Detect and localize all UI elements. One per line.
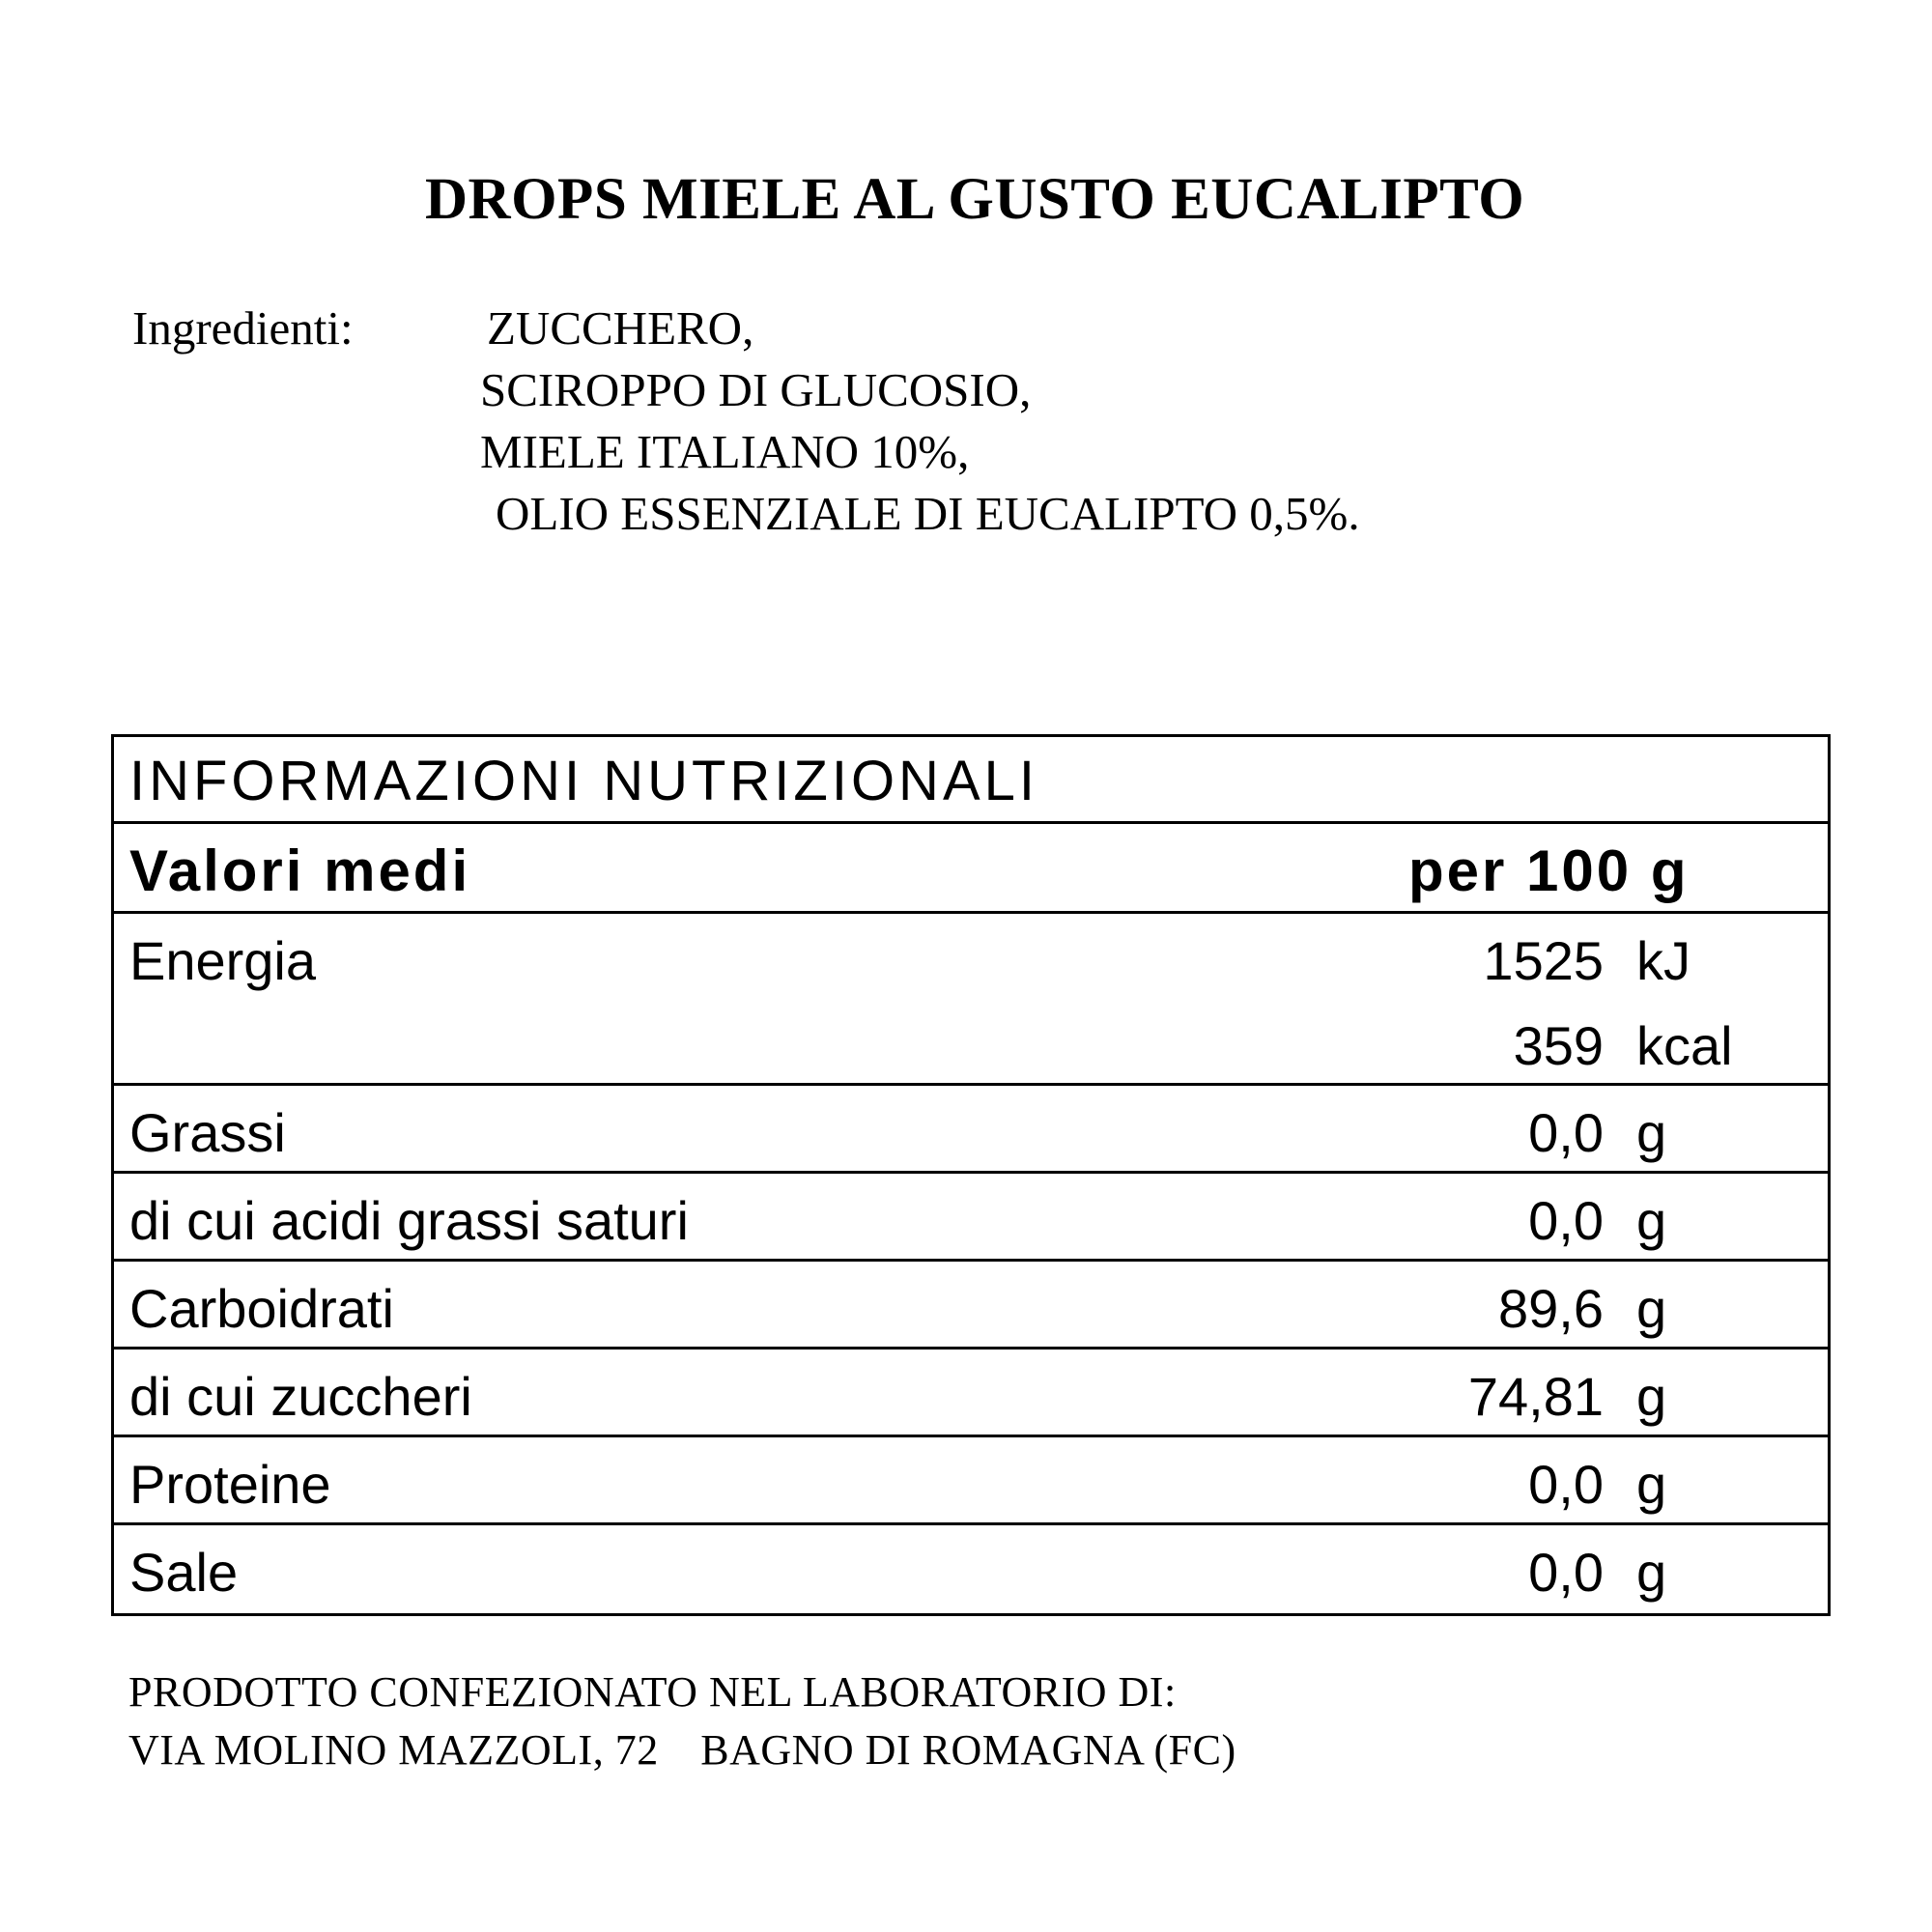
ingredient-item: SCIROPPO DI GLUCOSIO, xyxy=(480,363,1032,416)
nutrition-row xyxy=(114,1086,1828,1174)
nutrition-table xyxy=(111,734,1831,1616)
producer-info xyxy=(128,1663,1236,1779)
ingredient-item: ZUCCHERO, xyxy=(487,301,754,355)
nutrient-label: di cui acidi grassi saturi xyxy=(129,1190,689,1251)
nutrition-row xyxy=(114,1525,1828,1613)
nutrient-unit: kJ xyxy=(1636,930,1690,991)
nutrition-row xyxy=(114,1437,1828,1525)
nutrient-label: Grassi xyxy=(129,1102,286,1163)
column-value: per 100 g xyxy=(1408,838,1690,903)
nutrient-value: 74,81 xyxy=(1467,1366,1604,1427)
nutrient-unit: kcal xyxy=(1636,1015,1733,1076)
product-title: DROPS MIELE AL GUSTO EUCALIPTO xyxy=(425,167,1525,232)
nutrient-unit: g xyxy=(1636,1190,1667,1251)
nutrient-value: 0,0 xyxy=(1528,1454,1604,1515)
nutrient-label: di cui zuccheri xyxy=(129,1366,472,1427)
ingredients-label: Ingredienti: xyxy=(132,301,354,355)
nutrient-unit: g xyxy=(1636,1454,1667,1515)
nutrient-value: 0,0 xyxy=(1528,1190,1604,1251)
nutrient-value: 0,0 xyxy=(1528,1102,1604,1163)
nutrient-value: 359 xyxy=(1513,1015,1604,1076)
nutrition-title: INFORMAZIONI NUTRIZIONALI xyxy=(129,750,1038,812)
nutrition-row xyxy=(114,1262,1828,1350)
nutrient-label: Energia xyxy=(129,930,317,991)
column-label: Valori medi xyxy=(129,838,471,903)
producer-city: BAGNO DI ROMAGNA (FC) xyxy=(700,1726,1236,1774)
producer-address-line xyxy=(128,1721,1236,1779)
nutrient-value: 0,0 xyxy=(1528,1542,1604,1603)
nutrition-row xyxy=(114,1174,1828,1262)
nutrient-unit: g xyxy=(1636,1278,1667,1339)
producer-address: VIA MOLINO MAZZOLI, 72 xyxy=(128,1726,659,1774)
nutrition-title-row xyxy=(114,737,1828,824)
nutrient-label: Proteine xyxy=(129,1454,331,1515)
nutrition-row xyxy=(114,1350,1828,1437)
nutrient-unit: g xyxy=(1636,1366,1667,1427)
ingredient-item: OLIO ESSENZIALE DI EUCALIPTO 0,5%. xyxy=(496,487,1360,540)
nutrient-value: 89,6 xyxy=(1498,1278,1604,1339)
producer-statement: PRODOTTO CONFEZIONATO NEL LABORATORIO DI: xyxy=(128,1668,1177,1716)
nutrient-label: Carboidrati xyxy=(129,1278,394,1339)
nutrient-unit: g xyxy=(1636,1102,1667,1163)
nutrition-row-energy xyxy=(114,914,1828,1086)
nutrient-label: Sale xyxy=(129,1542,239,1603)
nutrition-header-row xyxy=(114,824,1828,914)
ingredient-item: MIELE ITALIANO 10%, xyxy=(480,425,970,478)
nutrient-value: 1525 xyxy=(1483,930,1604,991)
nutrient-unit: g xyxy=(1636,1542,1667,1603)
